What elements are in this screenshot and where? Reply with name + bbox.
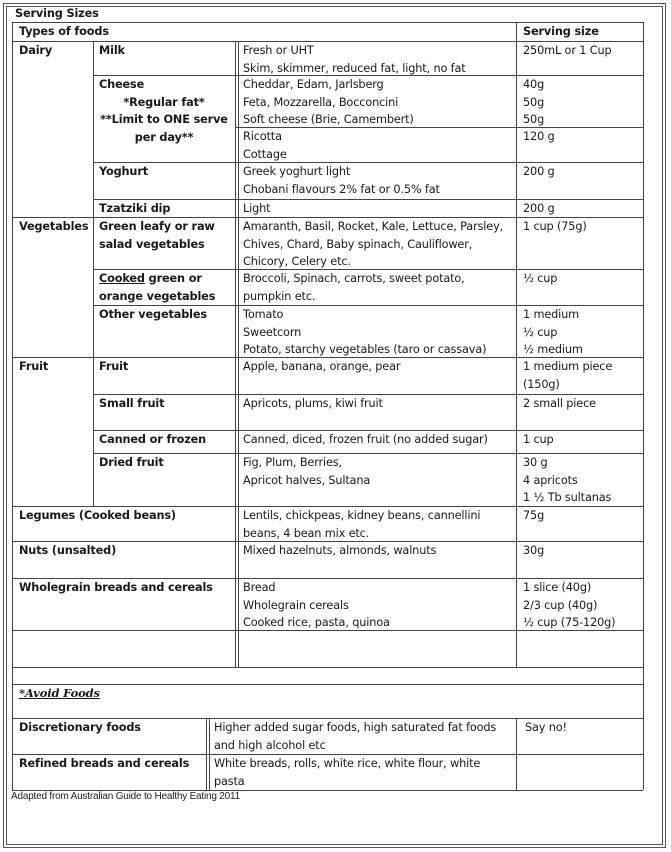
- serving-size: 200 g: [523, 201, 555, 215]
- serving-size: 1 medium piece (150g): [523, 360, 613, 391]
- food-description: Fresh or UHT Skim, skimmer, reduced fat, light, no fat: [243, 44, 466, 75]
- food-type: Dried fruit: [99, 456, 164, 469]
- food-type: Fruit: [99, 360, 129, 373]
- document-title: Serving Sizes: [15, 7, 99, 20]
- serving-size: 1 cup (75g): [523, 220, 587, 233]
- category-fruit: Fruit: [19, 360, 49, 373]
- food-type: Other vegetables: [99, 308, 207, 321]
- food-description: Lentils, chickpeas, kidney beans, cannellini beans, 4 bean mix etc.: [243, 509, 481, 540]
- avoid-note: Say no!: [525, 721, 567, 734]
- food-type: Canned or frozen: [99, 433, 207, 446]
- serving-size: 75g: [523, 509, 545, 522]
- serving-size: 40g 50g 50g: [523, 78, 545, 126]
- food-description: Apricots, plums, kiwi fruit: [243, 397, 383, 410]
- header-types-of-foods: Types of foods: [19, 25, 109, 38]
- food-category: Legumes (Cooked beans): [19, 509, 176, 522]
- food-type: Tzatziki dip: [99, 201, 171, 215]
- food-category: Wholegrain breads and cereals: [19, 581, 213, 594]
- food-description: Ricotta Cottage: [243, 130, 287, 161]
- serving-size: 2 small piece: [523, 397, 596, 410]
- food-description: Greek yoghurt light Chobani flavours 2% fat or 0.5% fat: [243, 165, 440, 196]
- food-description: Bread Wholegrain cereals Cooked rice, pasta, quinoa: [243, 581, 390, 629]
- food-description: Tomato Sweetcorn Potato, starchy vegetables (taro or cassava): [243, 308, 487, 356]
- category-dairy: Dairy: [19, 44, 53, 57]
- food-type: Small fruit: [99, 397, 165, 410]
- food-type: Yoghurt: [99, 165, 148, 178]
- food-description: Broccoli, Spinach, carrots, sweet potato, pumpkin etc.: [243, 272, 465, 303]
- food-description: Fig, Plum, Berries, Apricot halves, Sultana: [243, 456, 371, 487]
- serving-size: ½ cup: [523, 272, 558, 285]
- food-description: Cheddar, Edam, Jarlsberg Feta, Mozzarella, Bocconcini Soft cheese (Brie, Camembert): [243, 78, 414, 126]
- food-category: Nuts (unsalted): [19, 544, 117, 557]
- food-type: Milk: [99, 44, 125, 57]
- food-description: Amaranth, Basil, Rocket, Kale, Lettuce, Parsley, Chives, Chard, Baby spinach, Cauliflower, Chicory, Celery etc.: [243, 220, 504, 268]
- source-footnote: Adapted from Australian Guide to Healthy Eating 2011: [11, 791, 241, 802]
- serving-size: 30 g 4 apricots 1 ½ Tb sultanas: [523, 456, 612, 504]
- food-category: Refined breads and cereals: [19, 757, 190, 770]
- food-description: Light: [243, 201, 271, 215]
- serving-size: 1 medium ½ cup ½ medium: [523, 308, 583, 356]
- food-description: Higher added sugar foods, high saturated fat foods and high alcohol etc: [214, 721, 497, 752]
- food-category: Discretionary foods: [19, 721, 141, 734]
- header-serving-size: Serving size: [523, 25, 599, 38]
- food-description: Mixed hazelnuts, almonds, walnuts: [243, 544, 437, 557]
- category-vegetables: Vegetables: [19, 220, 89, 233]
- serving-size: 30g: [523, 544, 545, 557]
- serving-size: 1 cup: [523, 433, 554, 446]
- avoid-foods-heading: *Avoid Foods: [19, 686, 100, 700]
- serving-size: 1 slice (40g) 2/3 cup (40g) ½ cup (75-120g): [523, 581, 616, 629]
- food-type: Cooked green or orange vegetables: [99, 272, 216, 303]
- cheese-notes: *Regular fat* **Limit to ONE serve per day**: [100, 95, 228, 144]
- serving-size: 120 g: [523, 130, 555, 143]
- food-description: White breads, rolls, white rice, white flour, white pasta: [214, 757, 481, 788]
- food-description: Apple, banana, orange, pear: [243, 360, 401, 373]
- food-type: Green leafy or raw salad vegetables: [99, 220, 215, 251]
- food-description: Canned, diced, frozen fruit (no added sugar): [243, 433, 488, 446]
- serving-size: 200 g: [523, 165, 555, 178]
- serving-size: 250mL or 1 Cup: [523, 44, 612, 57]
- food-type: Cheese: [99, 78, 145, 91]
